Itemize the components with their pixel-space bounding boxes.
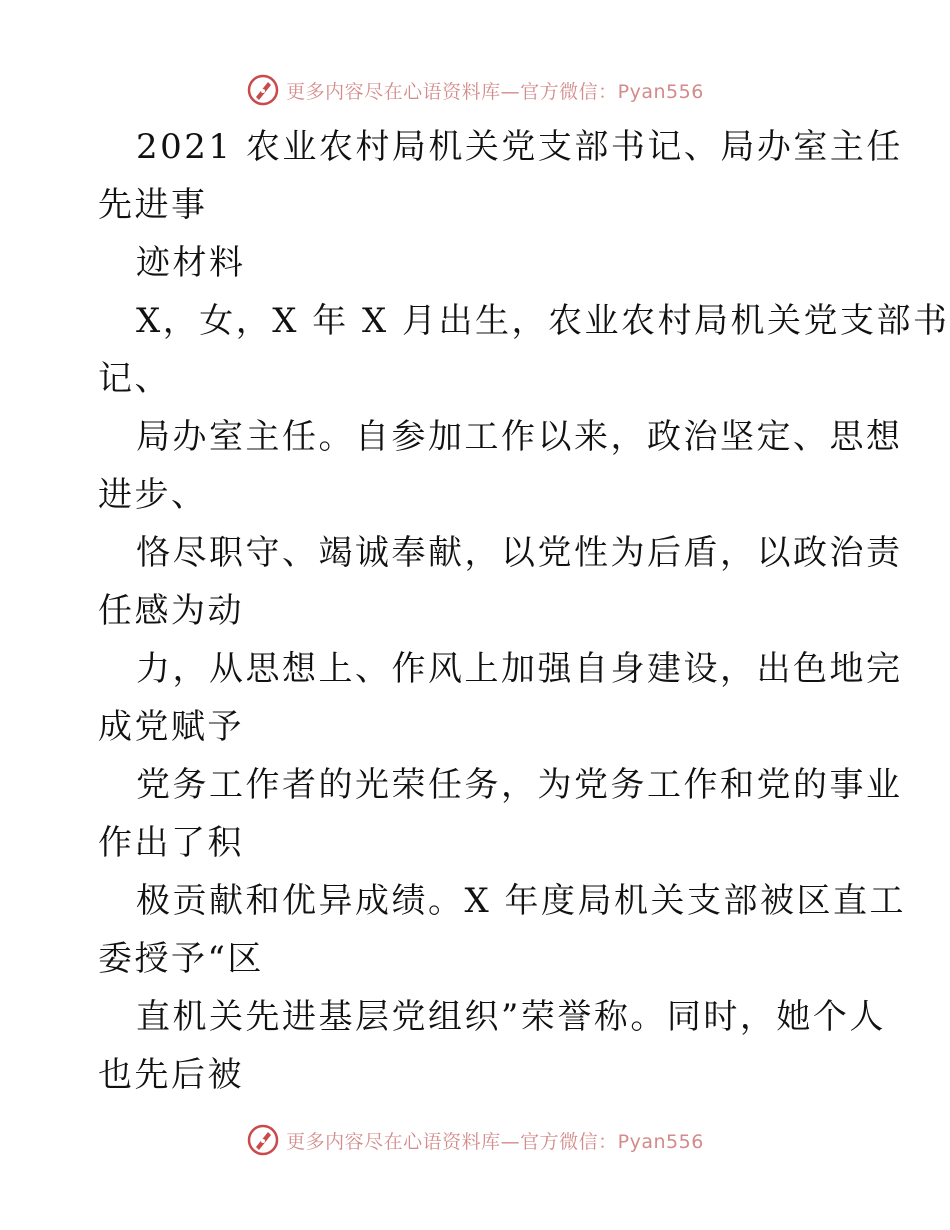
text-line: 党务工作者的光荣任务，为党务工作和党的事业 [136, 765, 903, 805]
pen-nib-circle-icon [246, 73, 280, 107]
text-line: 作出了积 [98, 823, 244, 863]
text-line: 迹材料 [136, 243, 246, 283]
text-line: 先进事 [98, 185, 208, 225]
text-line: 恪尽职守、竭诚奉献，以党性为后盾，以政治责 [136, 533, 903, 573]
text-line: X，女，X 年 X 月出生，农业农村局机关党支部书 [136, 301, 950, 341]
text-line: 2021 农业农村局机关党支部书记、局办室主任 [136, 127, 903, 167]
text-line: 直机关先进基层党组织”荣誉称。同时，她个人 [136, 997, 886, 1037]
text-line: 任感为动 [98, 591, 244, 631]
watermark-text: 更多内容尽在心语资料库—官方微信：Pyan556 [286, 1130, 704, 1153]
watermark-text: 更多内容尽在心语资料库—官方微信：Pyan556 [286, 80, 704, 103]
footer-watermark [0, 1120, 950, 1160]
text-line: 委授予“区 [98, 939, 264, 979]
text-line: 局办室主任。自参加工作以来，政治坚定、思想 [136, 417, 903, 457]
text-line: 力，从思想上、作风上加强自身建设，出色地完 [136, 649, 903, 689]
text-line: 极贡献和优异成绩。X 年度局机关支部被区直工 [136, 881, 907, 921]
text-line: 成党赋予 [98, 707, 244, 747]
text-line: 进步、 [98, 475, 208, 515]
text-line: 也先后被 [98, 1055, 244, 1095]
text-line: 记、 [98, 359, 171, 399]
pen-nib-circle-icon [246, 1123, 280, 1157]
header-watermark [0, 70, 950, 110]
document-body [0, 118, 950, 1104]
